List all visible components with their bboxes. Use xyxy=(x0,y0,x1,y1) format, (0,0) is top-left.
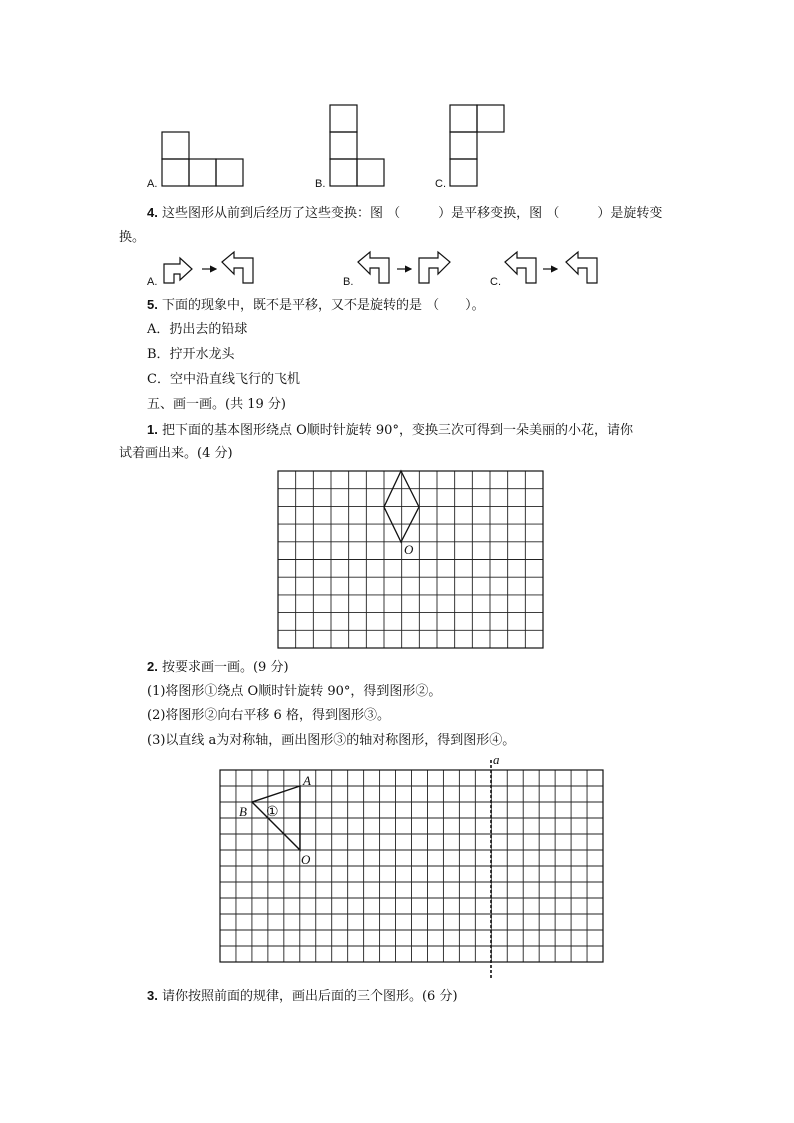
q3-option-c-label[interactable]: C. xyxy=(435,178,446,190)
q4-line2: 换。 xyxy=(119,230,146,245)
s5q1-grid[interactable] xyxy=(278,471,544,649)
q4-option-a[interactable]: A. xyxy=(147,276,158,288)
s5q3-number: 3. xyxy=(147,988,158,1003)
s5q2-point-o: O xyxy=(301,852,311,867)
s5q2-item-2: (2)将图形②向右平移 6 格，得到图形③。 xyxy=(147,708,390,723)
q4-arrow-figures xyxy=(0,250,794,290)
q4-option-c[interactable]: C. xyxy=(490,276,501,288)
q5-option-a[interactable]: A．扔出去的铅球 xyxy=(147,322,248,337)
s5q2-title-text: 按要求画一画。(9 分) xyxy=(161,660,289,675)
s5q1-number: 1. xyxy=(147,422,158,437)
s5q2-point-a: A xyxy=(303,773,311,788)
s5q2-shape-label: ① xyxy=(266,804,279,820)
q5-question-text: 下面的现象中，既不是平移，又不是旋转的是 xyxy=(161,298,422,313)
s5q2-item-1: (1)将图形①绕点 O顺时针旋转 90°，得到图形②。 xyxy=(147,684,442,699)
s5q2-number: 2. xyxy=(147,659,158,674)
s5q1-line2: 试着画出来。(4 分) xyxy=(119,446,233,461)
s5q2-title xyxy=(147,658,289,677)
q4-blank2-close: ） xyxy=(597,206,611,221)
s5q2-grid[interactable] xyxy=(220,770,604,964)
q3-option-a-label[interactable]: A. xyxy=(147,178,158,190)
q4-blank1-close: ） xyxy=(438,206,452,221)
q4-text3: 是旋转变 xyxy=(610,206,663,221)
q4-option-b[interactable]: B. xyxy=(343,276,354,288)
s5q3-text-body: 请你按照前面的规律，画出后面的三个图形。(6 分) xyxy=(161,989,458,1004)
s5q2-point-b: B xyxy=(239,804,247,819)
s5q1-line1 xyxy=(147,421,633,440)
s5q3-text xyxy=(147,987,458,1006)
s5q2-item-3: (3)以直线 a为对称轴，画出图形③的轴对称图形，得到图形④。 xyxy=(147,733,516,748)
q5-option-b[interactable]: B．拧开水龙头 xyxy=(147,347,235,362)
section5-title: 五、画一画。(共 19 分) xyxy=(147,397,286,412)
q4-blank1-open: （ xyxy=(387,206,401,221)
q3-option-b-label[interactable]: B. xyxy=(315,178,326,190)
q5-option-c[interactable]: C．空中沿直线飞行的飞机 xyxy=(147,372,300,387)
q4-text2: 是平移变换，图 xyxy=(451,206,543,221)
q5-question xyxy=(147,296,485,315)
s5q1-point-o: O xyxy=(404,542,414,557)
q5-number: 5. xyxy=(147,297,158,312)
s5q2-axis-line-a xyxy=(486,760,498,982)
q4-text1: 这些图形从前到后经历了这些变换：图 xyxy=(161,206,383,221)
q5-answer-blank[interactable]: （ ）。 xyxy=(426,298,485,313)
q4-number: 4. xyxy=(147,205,158,220)
q4-line1 xyxy=(147,204,662,223)
q4-blank2-open: （ xyxy=(546,206,560,221)
s5q2-axis-label-a: a xyxy=(493,752,500,767)
s5q1-line1-text: 把下面的基本图形绕点 O顺时针旋转 90°，变换三次可得到一朵美丽的小花，请你 xyxy=(161,423,633,438)
q3-option-a-figure xyxy=(0,0,794,200)
